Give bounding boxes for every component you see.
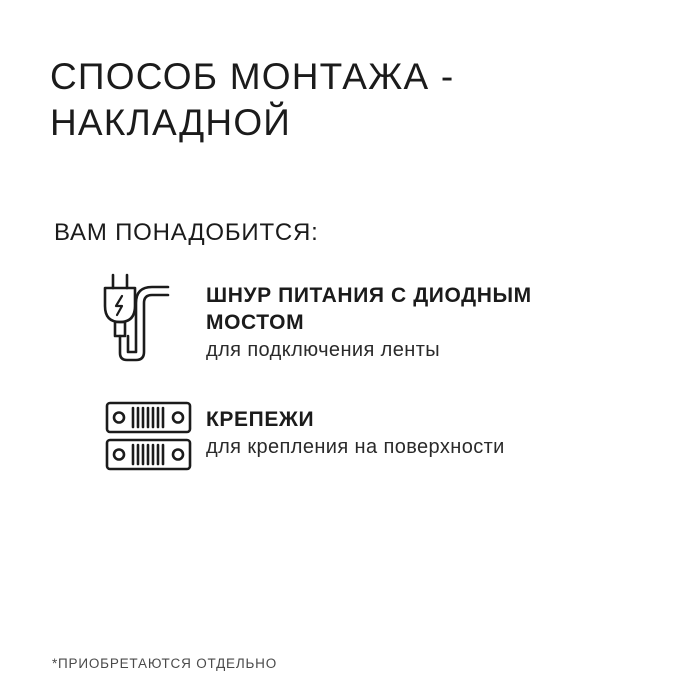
item-description: для подключения ленты bbox=[206, 339, 441, 361]
mounting-clips-icon bbox=[100, 398, 200, 478]
item-mounting-clips bbox=[100, 398, 606, 478]
item-description: для крепления на поверхности bbox=[206, 436, 505, 458]
title-line-2: НАКЛАДНОЙ bbox=[50, 102, 292, 143]
page-title bbox=[50, 54, 454, 146]
power-cord-icon bbox=[100, 270, 200, 370]
requirements-heading: ВАМ ПОНАДОБИТСЯ: bbox=[54, 219, 319, 246]
item-title: ШНУР ПИТАНИЯ С ДИОДНЫМ МОСТОМ bbox=[206, 284, 532, 334]
item-mounting-clips-text bbox=[206, 398, 606, 461]
item-title: КРЕПЕЖИ bbox=[206, 408, 315, 431]
item-power-cord-text bbox=[206, 270, 606, 364]
title-line-1: СПОСОБ МОНТАЖА - bbox=[50, 56, 455, 97]
item-power-cord bbox=[100, 270, 606, 370]
footnote: *ПРИОБРЕТАЮТСЯ ОТДЕЛЬНО bbox=[52, 656, 278, 671]
